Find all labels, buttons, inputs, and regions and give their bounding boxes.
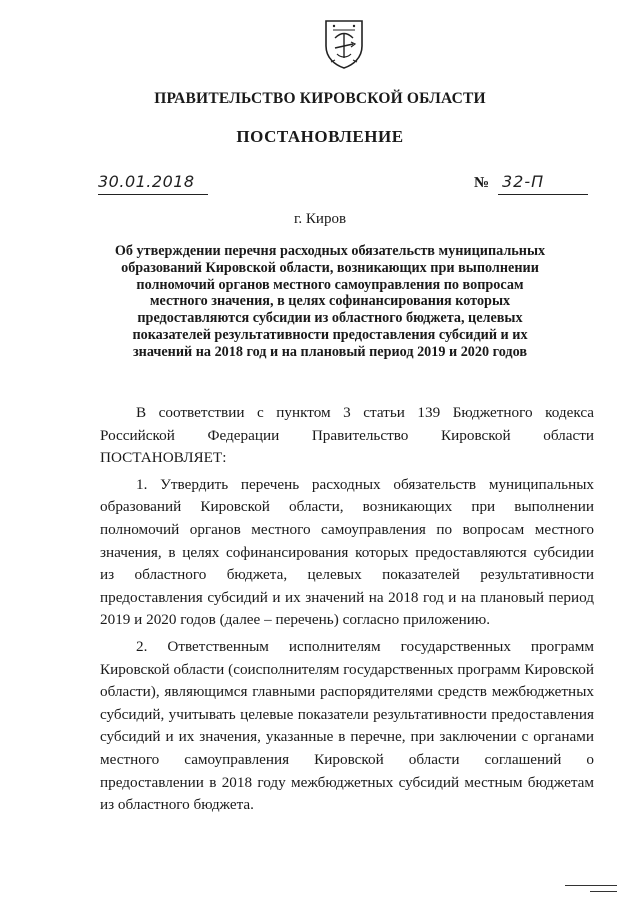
subject-line: показателей результативности предоставления субсидий и их bbox=[132, 326, 528, 343]
preamble-paragraph: В соответствии с пунктом 3 статьи 139 Бюджетного кодекса Российской Федерации Правительство Кировской области ПОСТАНОВЛЯЕТ: bbox=[100, 404, 594, 467]
subject-line: предоставляются субсидии из областного бюджета, целевых bbox=[137, 310, 523, 327]
document-type: ПОСТАНОВЛЕНИЕ bbox=[236, 127, 404, 146]
document-number: 32-П bbox=[502, 172, 545, 191]
document-subject bbox=[100, 243, 560, 361]
date-field bbox=[98, 174, 208, 195]
footer-rule bbox=[590, 891, 617, 892]
number-sign: № bbox=[474, 175, 490, 191]
number-field bbox=[498, 174, 588, 195]
document-body bbox=[100, 402, 594, 821]
city: г. Киров bbox=[293, 211, 347, 227]
subject-line: значений на 2018 год и на плановый период 2019 и 2020 годов bbox=[132, 343, 527, 360]
subject-line: образований Кировской области, возникающих при выполнении bbox=[121, 259, 539, 276]
government-title: ПРАВИТЕЛЬСТВО КИРОВСКОЙ ОБЛАСТИ bbox=[154, 90, 486, 107]
subject-line: местного значения, в целях софинансирования которых bbox=[149, 293, 511, 310]
document-date: 30.01.2018 bbox=[98, 172, 195, 191]
subject-line: полномочий органов местного самоуправления по вопросам bbox=[136, 276, 524, 293]
clause-2-paragraph: 2. Ответственным исполнителям государственных программ Кировской области (соисполнителям государственных программ Кировской области), являющимся главными распорядителями средств межбюджетных субсидий, учитывать целевые показатели результативности предоставления субсидий и их значения, указанные в перечне, при заключении с органами местного самоуправления Кировской области соглашений о предоставлении в 2018 году межбюджетных субсидий местным бюджетам из областного бюджета. bbox=[100, 637, 594, 814]
kirov-region-coat-of-arms-icon bbox=[323, 18, 365, 70]
footer-rule bbox=[565, 885, 617, 886]
clause-1-paragraph: 1. Утвердить перечень расходных обязательств муниципальных образований Кировской области, возникающих при выполнении полномочий органов местного самоуправления по вопросам местного значения, в целях софинансирования которых предоставляются субсидии из областного бюджета, целевых показателей результативности предоставления субсидий и их значений на 2018 год и на плановый период 2019 и 2020 годов (далее – перечень) согласно приложению. bbox=[100, 475, 594, 629]
subject-line: Об утверждении перечня расходных обязательств муниципальных bbox=[114, 243, 546, 259]
